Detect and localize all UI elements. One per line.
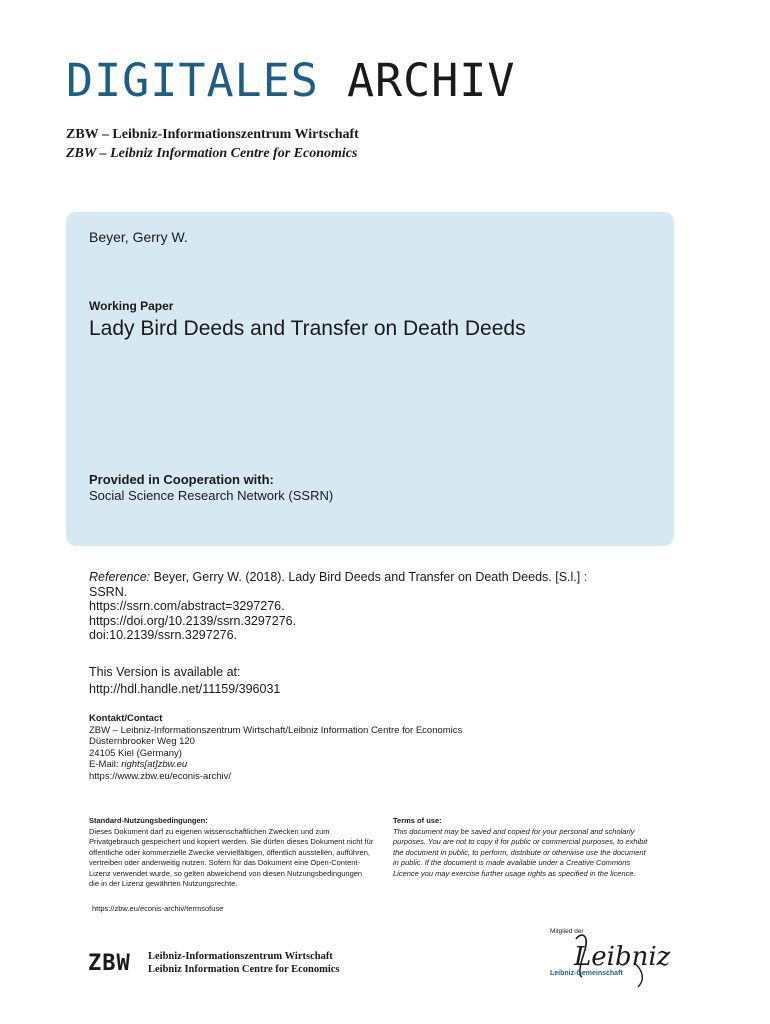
digitales-archiv-logo [66, 54, 516, 107]
terms-of-use-german [89, 816, 374, 890]
contact-org: ZBW – Leibniz-Informationszentrum Wirtschaft/Leibniz Information Centre for Economics [89, 724, 463, 736]
reference-citation: Beyer, Gerry W. (2018). Lady Bird Deeds and Transfer on Death Deeds. [S.l.] : [153, 570, 588, 584]
leibniz-signature-logo [546, 925, 671, 995]
availability-text: This Version is available at: [89, 665, 241, 679]
reference-block [89, 570, 629, 643]
reference-doi-link[interactable]: https://doi.org/10.2139/ssrn.3297276. [89, 613, 297, 628]
terms-en-heading: Terms of use: [393, 816, 442, 825]
contact-heading: Kontakt/Contact [89, 713, 163, 724]
reference-publisher: SSRN. [89, 584, 128, 599]
email-label: E-Mail: [89, 759, 122, 770]
leibniz-signature-text: Leibniz [574, 942, 671, 972]
member-of-label: Mitglied der [550, 928, 584, 935]
org-name-de: ZBW – Leibniz-Informationszentrum Wirtschaft [66, 127, 359, 142]
handle-link[interactable]: http://hdl.handle.net/11159/396031 [89, 682, 281, 696]
leibniz-gemeinschaft-label: Leibniz-Gemeinschaft [550, 970, 623, 977]
availability-block [89, 664, 280, 698]
terms-en-body: This document may be saved and copied for your personal and scholarly purposes. You are not to copy it for public or commercial purposes, to exhibit the document in public, to perform, distribute or otherwise use the document in public. If the document is made available under a Creative Commons Licence you may exercise further usage rights as specified in the licence. [393, 826, 648, 878]
logo-part-digitales: DIGITALES [66, 54, 319, 107]
contact-block [89, 713, 462, 782]
document-title: Lady Bird Deeds and Transfer on Death Deeds [89, 317, 526, 340]
document-type: Working Paper [89, 299, 174, 313]
terms-de-heading: Standard-Nutzungsbedingungen: [89, 816, 208, 825]
email-link[interactable]: rights[at]zbw.eu [121, 759, 188, 770]
terms-de-body: Dieses Dokument darf zu eigenen wissenschaftlichen Zwecken und zum Privatgebrauch gespeichert und kopiert werden. Sie dürfen dieses Dokument nicht für öffentliche oder kommerzielle Zwecke vervielfältigen, öffentlich ausstellen, aufführen, vertreiben oder anderweitig nutzen. Sofern für das Dokument eine Open-Content-Lizenz verwendet wurde, so gelten abweichend von diesen Nutzungsbedingungen die in der Lizenz gewährten Nutzungsrechte. [89, 826, 374, 888]
reference-ssrn-link[interactable]: https://ssrn.com/abstract=3297276. [89, 599, 285, 613]
org-name-en: ZBW – Leibniz Information Centre for Economics [66, 146, 358, 161]
logo-part-archiv: ARCHIV [346, 54, 516, 107]
reference-label: Reference: [89, 570, 151, 584]
contact-street: Düsternbrooker Weg 120 [89, 736, 195, 747]
terms-of-use-english [393, 816, 653, 879]
author: Beyer, Gerry W. [89, 229, 188, 245]
footer-org-en: Leibniz Information Centre for Economics [148, 964, 340, 975]
cooperation-partner: Social Science Research Network (SSRN) [89, 488, 334, 503]
website-link[interactable]: https://www.zbw.eu/econis-archiv/ [89, 770, 232, 782]
footer-org-de: Leibniz-Informationszentrum Wirtschaft [148, 951, 333, 962]
terms-url-link[interactable]: https://zbw.eu/econis-archiv/termsofuse [92, 904, 224, 913]
contact-city: 24105 Kiel (Germany) [89, 747, 182, 759]
reference-doi: doi:10.2139/ssrn.3297276. [89, 628, 238, 642]
cooperation-heading: Provided in Cooperation with: [89, 472, 274, 487]
zbw-logo: ZBW [88, 951, 131, 976]
